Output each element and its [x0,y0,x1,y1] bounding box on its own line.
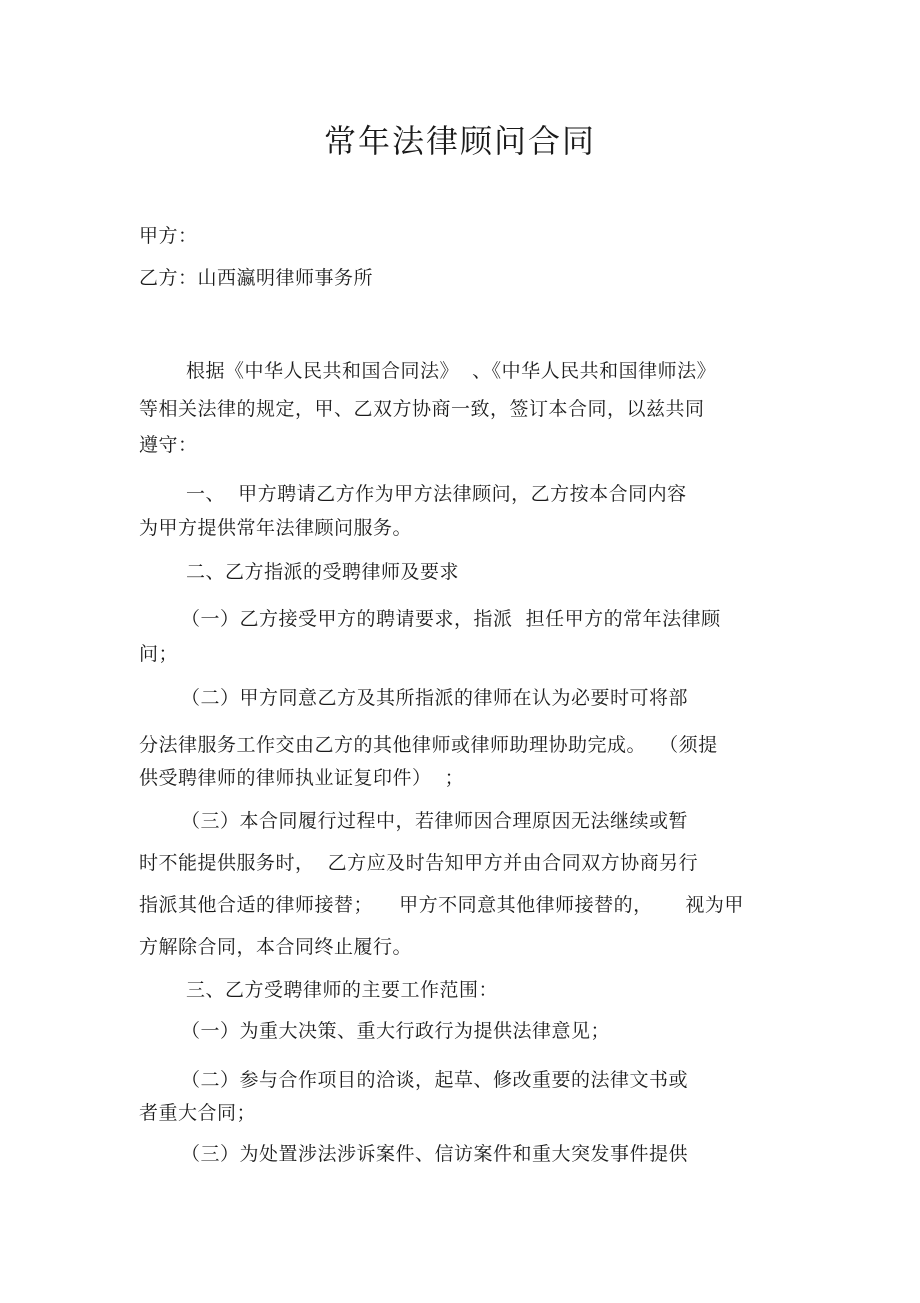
page-title: 常年法律顾问合同 [323,122,596,160]
paragraph-line: （二）甲方同意乙方及其所指派的律师在认为必要时可将部 [181,687,689,709]
party-a-line: 甲方： [139,225,198,247]
paragraph-line: 方解除合同，本合同终止履行。 [139,936,413,958]
paragraph-line: 指派其他合适的律师接替； 甲方不同意其他律师接替的， 视为甲 [139,894,744,916]
paragraph-line: 根据《中华人民共和国合同法》 、《中华人民共和国律师法》 [186,360,717,382]
paragraph-line: （三）为处置涉法涉诉案件、信访案件和重大突发事件提供 [181,1143,689,1165]
party-b-line: 乙方：山西瀛明律师事务所 [139,267,374,289]
paragraph-line: （一）为重大决策、重大行政行为提供法律意见； [181,1020,611,1042]
paragraph-line: 遵守： [139,434,198,456]
paragraph-line: 问； [139,643,179,665]
paragraph-line: 为甲方提供常年法律顾问服务。 [139,517,413,539]
section-heading: 三、乙方受聘律师的主要工作范围： [186,979,499,1001]
paragraph-line: 者重大合同； [139,1102,257,1124]
paragraph-line: （三）本合同履行过程中，若律师因合理原因无法继续或暂 [181,810,689,832]
paragraph-line: （二）参与合作项目的洽谈，起草、修改重要的法律文书或 [181,1069,689,1091]
paragraph-line: 供受聘律师的律师执业证复印件） ； [139,767,465,789]
paragraph-line: （一）乙方接受甲方的聘请要求，指派 担任甲方的常年法律顾 [181,608,721,630]
section-heading: 二、乙方指派的受聘律师及要求 [186,561,460,583]
paragraph-line: 时不能提供服务时， 乙方应及时告知甲方并由合同双方协商另行 [139,852,699,874]
paragraph-line: 分法律服务工作交由乙方的其他律师或律师助理协助完成。 （须提 [139,734,718,756]
paragraph-line: 一、 甲方聘请乙方作为甲方法律顾问，乙方按本合同内容 [186,483,687,505]
paragraph-line: 等相关法律的规定，甲、乙双方协商一致，签订本合同，以兹共同 [139,398,705,420]
